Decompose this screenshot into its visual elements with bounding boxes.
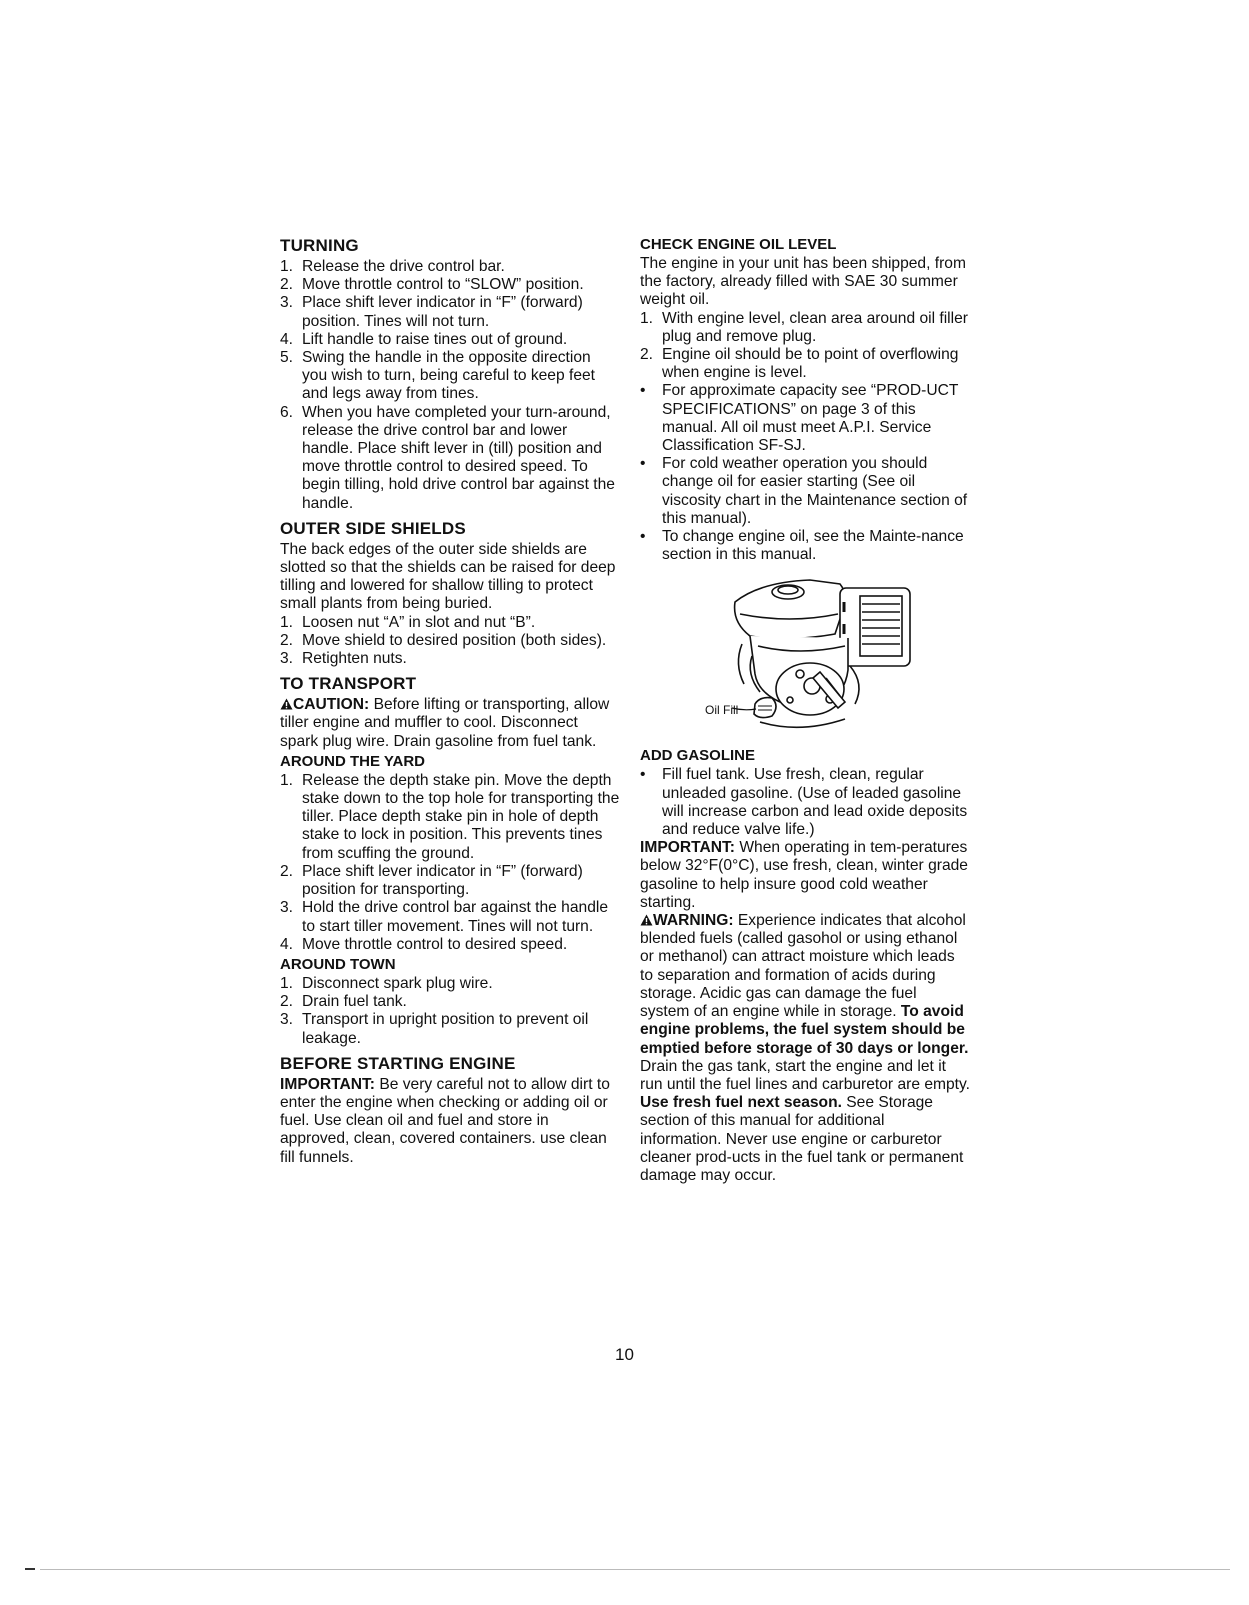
- caution-label: CAUTION:: [293, 696, 370, 714]
- list-item: • To change engine oil, see the Mainte-nance section in this manual.: [640, 528, 964, 564]
- important-text: Be very careful not to allow dirt to enter the engine when checking or adding oil or fuel. Use clean oil and fuel and store in approved, clean, covered containers. use clean fill funnels.: [280, 1075, 610, 1166]
- scan-edge-mark: [25, 1568, 35, 1570]
- engine-illustration: [640, 574, 970, 739]
- to-transport-heading: TO TRANSPORT: [280, 674, 417, 694]
- list-item: 3. Hold the drive control bar against the handle to start tiller movement. Tines will not turn.: [280, 899, 609, 935]
- important-label: IMPORTANT:: [280, 1075, 375, 1093]
- list-item: 5. Swing the handle in the opposite direction you wish to turn, being careful to keep feet and legs away from tines.: [280, 349, 595, 403]
- list-item: 1. Release the depth stake pin. Move the depth stake down to the top hole for transporting the tiller. Place depth stake pin in hole of depth stake to lock in position. This prevents tines from scuffing the ground.: [280, 771, 620, 862]
- outer-side-shields-heading: OUTER SIDE SHIELDS: [280, 518, 466, 538]
- check-engine-oil-heading: CHECK ENGINE OIL LEVEL: [640, 236, 837, 253]
- outer-side-shields-intro: The back edges of the outer side shields are slotted so that the shields can be raised for deep tilling and lowered for shallow tilling to protect small plants from being buried.: [280, 540, 616, 613]
- list-item: 2. Move throttle control to “SLOW” position.: [280, 276, 584, 294]
- around-the-yard-list: [280, 772, 620, 954]
- important-label: IMPORTANT:: [640, 839, 735, 857]
- around-town-heading: AROUND TOWN: [280, 955, 396, 973]
- list-item: 1. Loosen nut “A” in slot and nut “B”.: [280, 613, 536, 631]
- list-item: 2. Drain fuel tank.: [280, 993, 407, 1011]
- right-column: [640, 236, 970, 1185]
- list-item: 6. When you have completed your turn-around, release the drive control bar and lower handle. Place shift lever in (till) position and move throttle control to desired speed. To begin tilling, hold drive control bar against the handle.: [280, 403, 615, 512]
- list-item: 1. Disconnect spark plug wire.: [280, 974, 493, 992]
- caution-text: Before lifting or transporting, allow tiller engine and muffler to cool. Disconnect spark plug wire. Drain gasoline from fuel tank.: [280, 696, 610, 750]
- around-the-yard-heading: AROUND THE YARD: [280, 752, 426, 770]
- caution-paragraph: [280, 696, 620, 751]
- add-gasoline-bullets: [640, 766, 970, 839]
- check-engine-oil-intro: The engine in your unit has been shipped, from the factory, already filled with SAE 30 summer weight oil.: [640, 255, 966, 309]
- around-town-list: [280, 975, 620, 1048]
- list-item: 2. Place shift lever indicator in “F” (forward) position for transporting.: [280, 862, 583, 899]
- gasoline-important: [640, 839, 970, 912]
- engine-drawing: [640, 574, 970, 739]
- list-item: 1. Release the drive control bar.: [280, 258, 505, 275]
- before-starting-engine-heading: BEFORE STARTING ENGINE: [280, 1053, 516, 1073]
- turning-heading: TURNING: [280, 236, 359, 255]
- warning-triangle-icon: [280, 698, 293, 710]
- list-item: 2. Move shield to desired position (both sides).: [280, 631, 607, 649]
- turning-list: [280, 258, 620, 513]
- list-item: • Fill fuel tank. Use fresh, clean, regular unleaded gasoline. (Use of leaded gasoline will increase carbon and lead oxide deposits and reduce valve life.): [640, 766, 968, 839]
- list-item: 4. Lift handle to raise tines out of ground.: [280, 330, 568, 348]
- oil-fill-label: Oil Fill: [705, 703, 739, 718]
- page-number: 10: [615, 1345, 634, 1364]
- list-item: 3. Transport in upright position to prevent oil leakage.: [280, 1011, 589, 1047]
- warning-triangle-icon: [640, 914, 653, 926]
- warning-label: WARNING:: [653, 912, 734, 930]
- list-item: 2. Engine oil should be to point of overflowing when engine is level.: [640, 346, 959, 382]
- check-engine-oil-list: [640, 310, 970, 383]
- check-engine-oil-bullets: [640, 382, 970, 564]
- list-item: • For cold weather operation you should change oil for easier starting (See oil viscosity chart in the Maintenance section of this manual).: [640, 455, 968, 527]
- gasoline-warning: WARNING: Experience indicates that alcohol blended fuels (called gasohol or using ethanol or methanol) can attract moisture which leads to separation and formation of acids during storage. Acidic gas can damage the fuel system of an engine while in storage. To avoid engine problems, the fuel system should be emptied before storage of 30 days or longer. Drain the gas tank, start the engine and let it run until the fuel lines and carburetor are empty. Use fresh fuel next season. See Storage section of this manual for additional information. Never use engine or carburetor cleaner prod-ucts in the fuel tank or permanent damage may occur.: [640, 912, 970, 1184]
- scan-bottom-line: [40, 1569, 1230, 1570]
- list-item: 3. Place shift lever indicator in “F” (forward) position. Tines will not turn.: [280, 294, 583, 330]
- left-column: [280, 236, 620, 1167]
- add-gasoline-heading: ADD GASOLINE: [640, 747, 756, 765]
- list-item: • For approximate capacity see “PROD-UCT SPECIFICATIONS” on page 3 of this manual. All oil must meet A.P.I. Service Classification SF-SJ.: [640, 382, 959, 455]
- outer-side-shields-list: [280, 614, 620, 669]
- list-item: 3. Retighten nuts.: [280, 650, 407, 668]
- list-item: 1. With engine level, clean area around oil filler plug and remove plug.: [640, 309, 968, 345]
- important-text: When operating in tem-peratures below 32°F(0°C), use fresh, clean, winter grade gasoline to help insure good cold weather starting.: [640, 839, 968, 911]
- before-starting-important: [280, 1076, 620, 1167]
- list-item: 4. Move throttle control to desired speed.: [280, 935, 568, 953]
